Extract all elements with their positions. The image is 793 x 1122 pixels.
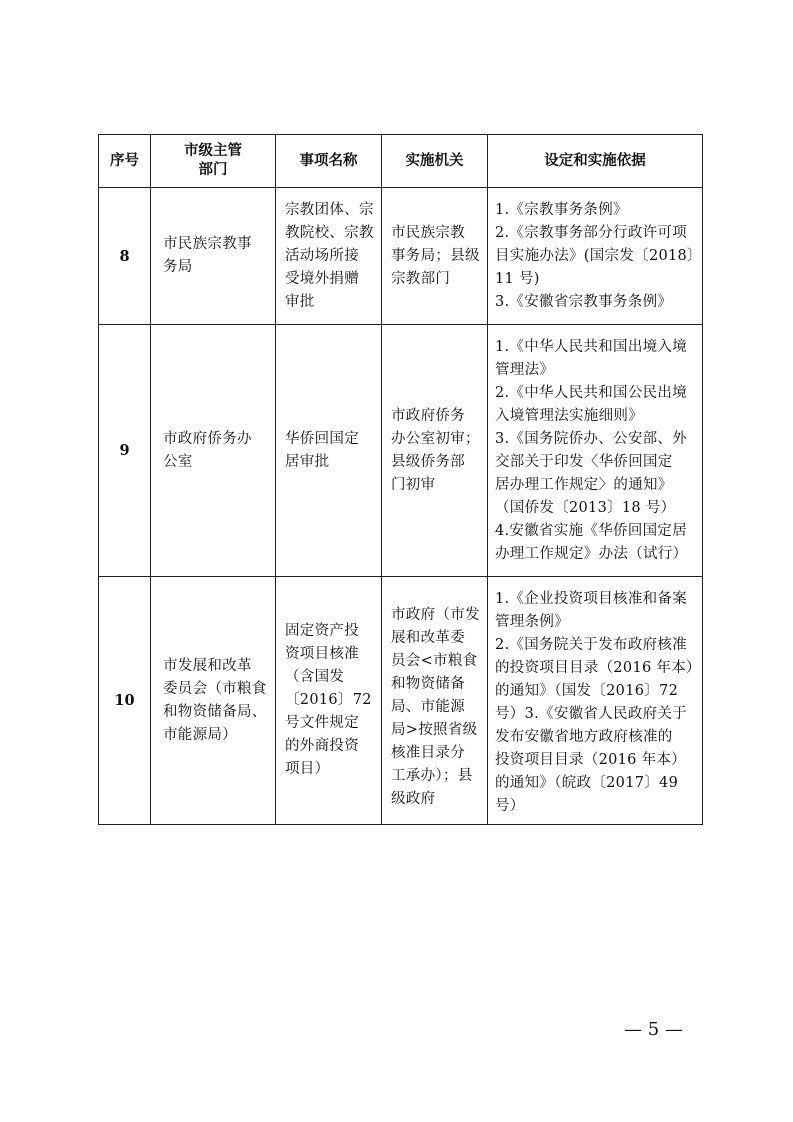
basis-line: 入境管理法实施细则》 [495,407,643,424]
header-basis: 设定和实施依据 [488,135,703,188]
header-dept [151,135,276,188]
basis-line: 的通知》（国发〔2016〕72 [495,683,679,699]
row-seq: 9 [99,325,151,577]
dept-line: 市发展和改革 [163,657,252,674]
header-dept-line2: 部门 [198,162,228,178]
org-line: 员会<市粮食 [391,653,478,669]
org-line: 县级侨务部 [391,453,465,470]
page-number: — 5 — [624,1019,683,1040]
basis-line: 的投资项目目录（2016 年本） [495,660,701,676]
table-row [99,188,703,325]
item-line: 的外商投资 [285,738,359,754]
org-line: 工承办）；县 [391,768,473,784]
item-line: 教院校、宗教 [285,224,374,241]
row-seq: 10 [99,577,151,825]
basis-line: 1.《企业投资项目核准和备案 [495,591,688,607]
basis-line: 目实施办法》(国宗发〔2018〕 [495,247,702,264]
table-row [99,577,703,825]
header-dept-line1: 市级主管 [184,143,242,159]
item-line: 受境外捐赠 [285,270,359,287]
row-item [276,325,382,577]
item-line: 固定资产投 [285,623,359,639]
item-line: 审批 [285,293,315,310]
basis-line: 号） [495,798,525,814]
basis-line: 4.安徽省实施《华侨回国定居 [495,522,688,539]
dept-line: 务局 [163,259,193,275]
basis-line: 管理条例》 [495,614,569,630]
row-dept [151,325,276,577]
org-line: 市政府（市发 [391,607,480,623]
basis-line: 发布安徽省地方政府核准的 [495,729,673,745]
row-basis [488,188,703,325]
basis-line: 3.《国务院侨办、公安部、外 [495,430,688,447]
row-org [382,577,488,825]
org-line: 和物资储备 [391,676,465,692]
basis-line: 办理工作规定》办法（试行） [495,545,688,562]
row-seq: 8 [99,188,151,325]
header-item: 事项名称 [276,135,382,188]
org-line: 市政府侨务 [391,407,465,424]
item-line: 资项目核准 [285,646,359,662]
item-line: （含国发 [285,669,345,685]
row-item [276,188,382,325]
dept-line: 公室 [163,453,193,470]
basis-line: 投资项目目录（2016 年本） [495,752,687,768]
basis-line: 居办理工作规定〉的通知》 [495,476,673,493]
dept-line: 和物资储备局、 [163,703,267,720]
table-header-row [99,135,703,188]
basis-line: 的通知》（皖政〔2017〕49 [495,775,679,791]
org-line: 事务局；县级 [391,247,480,264]
dept-line: 市政府侨务办 [163,430,252,447]
row-item [276,577,382,825]
basis-line: 交部关于印发〈华侨回国定 [495,453,673,470]
basis-line: （国侨发〔2013〕18 号） [495,499,676,516]
row-basis [488,577,703,825]
header-seq: 序号 [99,135,151,188]
table-row [99,325,703,577]
item-line: 〔2016〕72 [285,692,372,708]
org-line: 局>按照省级 [391,722,478,738]
header-org: 实施机关 [382,135,488,188]
org-line: 展和改革委 [391,630,465,646]
item-line: 居审批 [285,453,330,470]
row-org [382,188,488,325]
row-basis [488,325,703,577]
org-line: 宗教部门 [391,270,451,287]
row-org [382,325,488,577]
row-dept [151,577,276,825]
basis-line: 11 号) [495,270,540,287]
item-line: 活动场所接 [285,247,359,264]
basis-line: 2.《中华人民共和国公民出境 [495,384,688,401]
org-line: 门初审 [391,476,436,493]
item-line: 项目） [285,761,330,777]
approval-items-table [98,134,703,825]
basis-line: 2.《宗教事务部分行政许可项 [495,224,688,241]
row-dept [151,188,276,325]
dept-line: 市民族宗教事 [163,236,252,252]
basis-line: 3.《安徽省宗教事务条例》 [495,293,673,310]
org-line: 核准目录分 [391,745,465,761]
org-line: 市民族宗教 [391,224,465,241]
basis-line: 2.《国务院关于发布政府核准 [495,637,688,653]
dept-line: 市能源局） [163,726,237,743]
basis-line: 管理法》 [495,361,555,378]
basis-line: 1.《宗教事务条例》 [495,201,628,218]
dept-line: 委员会（市粮食 [163,680,267,697]
org-line: 级政府 [391,791,436,807]
basis-line: 1.《中华人民共和国出境入境 [495,338,688,355]
item-line: 宗教团体、宗 [285,201,374,218]
item-line: 号文件规定 [285,715,359,731]
org-line: 局、市能源 [391,699,465,715]
basis-line: 号）3.《安徽省人民政府关于 [495,706,688,722]
org-line: 办公室初审； [391,430,480,447]
item-line: 华侨回国定 [285,430,359,447]
